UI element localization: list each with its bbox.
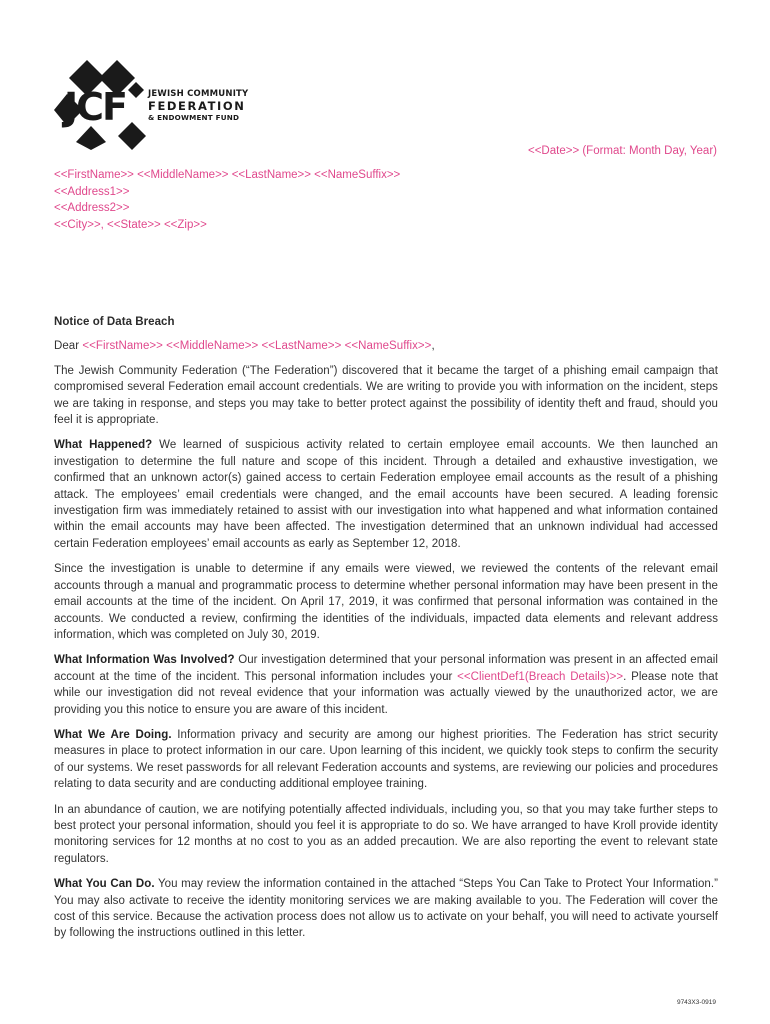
what-we-are-doing-paragraph <box>54 727 718 793</box>
what-information-paragraph <box>54 652 718 718</box>
intro-paragraph: The Jewish Community Federation (“The Federation”) discovered that it became the target of a phishing email campaign that compromised several Federation email account credentials. We are writing to provide you with information on the incident, steps we are taking in response, and steps you may take to better protect against the possibility of identity theft and fraud, should you feel it is appropriate. <box>54 364 718 427</box>
what-information-text-2: . Please note that while our investigation did not reveal evidence that your information was actually viewed by the unauthorized actor, we are providing you this notice to ensure you are aware of this incident. <box>54 670 718 716</box>
greeting-comma: , <box>431 340 435 353</box>
logo-line-2: FEDERATION <box>148 98 246 113</box>
document-code: 9743X3-0919 <box>676 999 716 1006</box>
caution-paragraph: In an abundance of caution, we are notifying potentially affected individuals, including you, so that you may take further steps to best protect your personal information, should you feel it is appropriate to do so. We have arranged to have Kroll provide identity monitoring services for 12 months at no cost to you as an added precaution. We are also reporting the event to relevant state regulators. <box>54 803 718 865</box>
letter-body <box>54 314 718 951</box>
what-happened-heading: What Happened? <box>54 439 153 452</box>
jcf-logo-text <box>148 90 248 121</box>
what-we-are-doing-text: Information privacy and security are among our highest priorities. The Federation has strict security measures in place to protect information in our care. Upon learning of this incident, we quickly took steps to confirm the security of our systems. We reset passwords for all relevant Federation accounts and systems, are reviewing our policies and procedures relating to data security and are conducting additional employee training. <box>54 728 718 791</box>
address-line-1: <<Address1>> <box>54 185 130 198</box>
greeting <box>54 338 718 354</box>
address-name-line: <<FirstName>> <<MiddleName>> <<LastName>> <<NameSuffix>> <box>54 169 401 181</box>
address-line-2: <<Address2>> <box>54 202 130 215</box>
what-information-heading: What Information Was Involved? <box>54 654 235 667</box>
greeting-name-placeholder: <<FirstName>> <<MiddleName>> <<LastName>> <<NameSuffix>> <box>82 340 432 353</box>
logo-line-3: & ENDOWMENT FUND <box>148 113 240 122</box>
what-you-can-do-paragraph <box>54 876 718 942</box>
what-information-text-1: Our investigation determined that your personal information was present in an affected email account at the time of the incident. This personal information includes your <box>54 654 718 683</box>
svg-text:JCF: JCF <box>64 85 126 129</box>
what-you-can-do-text: You may review the information contained in the attached “Steps You Can Take to Protect Your Information.” You may also activate to receive the identity monitoring services we are making available to you. The Federation will cover the cost of this service. Because the activation process does not allow us to activate on your behalf, you will need to activate yourself by following the instructions outlined in this letter. <box>54 878 718 940</box>
recipient-address <box>54 167 400 233</box>
breach-details-placeholder: <<ClientDef1(Breach Details)>> <box>457 670 624 683</box>
logo-line-1: JEWISH COMMUNITY <box>148 89 249 99</box>
what-we-are-doing-heading: What We Are Doing. <box>54 728 172 741</box>
what-you-can-do-heading: What You Can Do. <box>54 878 155 891</box>
greeting-prefix: Dear <box>54 340 83 353</box>
date-placeholder: <<Date>> (Format: Month Day, Year) <box>528 145 717 157</box>
letter-title: Notice of Data Breach <box>54 316 175 328</box>
investigation-paragraph: Since the investigation is unable to determine if any emails were viewed, we reviewed the contents of the relevant email accounts through a manual and programmatic process to determine whether personal information may have been present in the email accounts at the time of the incident. On April 17, 2019, it was confirmed that personal information was contained in the accounts. We conducted a review, confirming the identities of the individuals, impacted data elements and relevant address information, which was completed on July 30, 2019. <box>54 563 718 641</box>
what-happened-text: We learned of suspicious activity related to certain employee email accounts. We then launched an investigation to determine the full nature and scope of this incident. Through a detailed and exhaustive investigation, we confirmed that an unknown actor(s) gained access to certain Federation employee email accounts as the result of a phishing attack. The employees’ email credentials were changed, and the email accounts have been secured. A leading forensic investigation firm was immediately retained to assist with our investigation into what happened and what information contained within the email accounts may have been affected. The investigation determined that an unknown individual had accessed certain Federation employees’ email accounts as early as September 12, 2018. <box>54 439 718 550</box>
what-happened-paragraph <box>54 437 718 552</box>
address-city-state-zip: <<City>>, <<State>> <<Zip>> <box>54 218 207 231</box>
